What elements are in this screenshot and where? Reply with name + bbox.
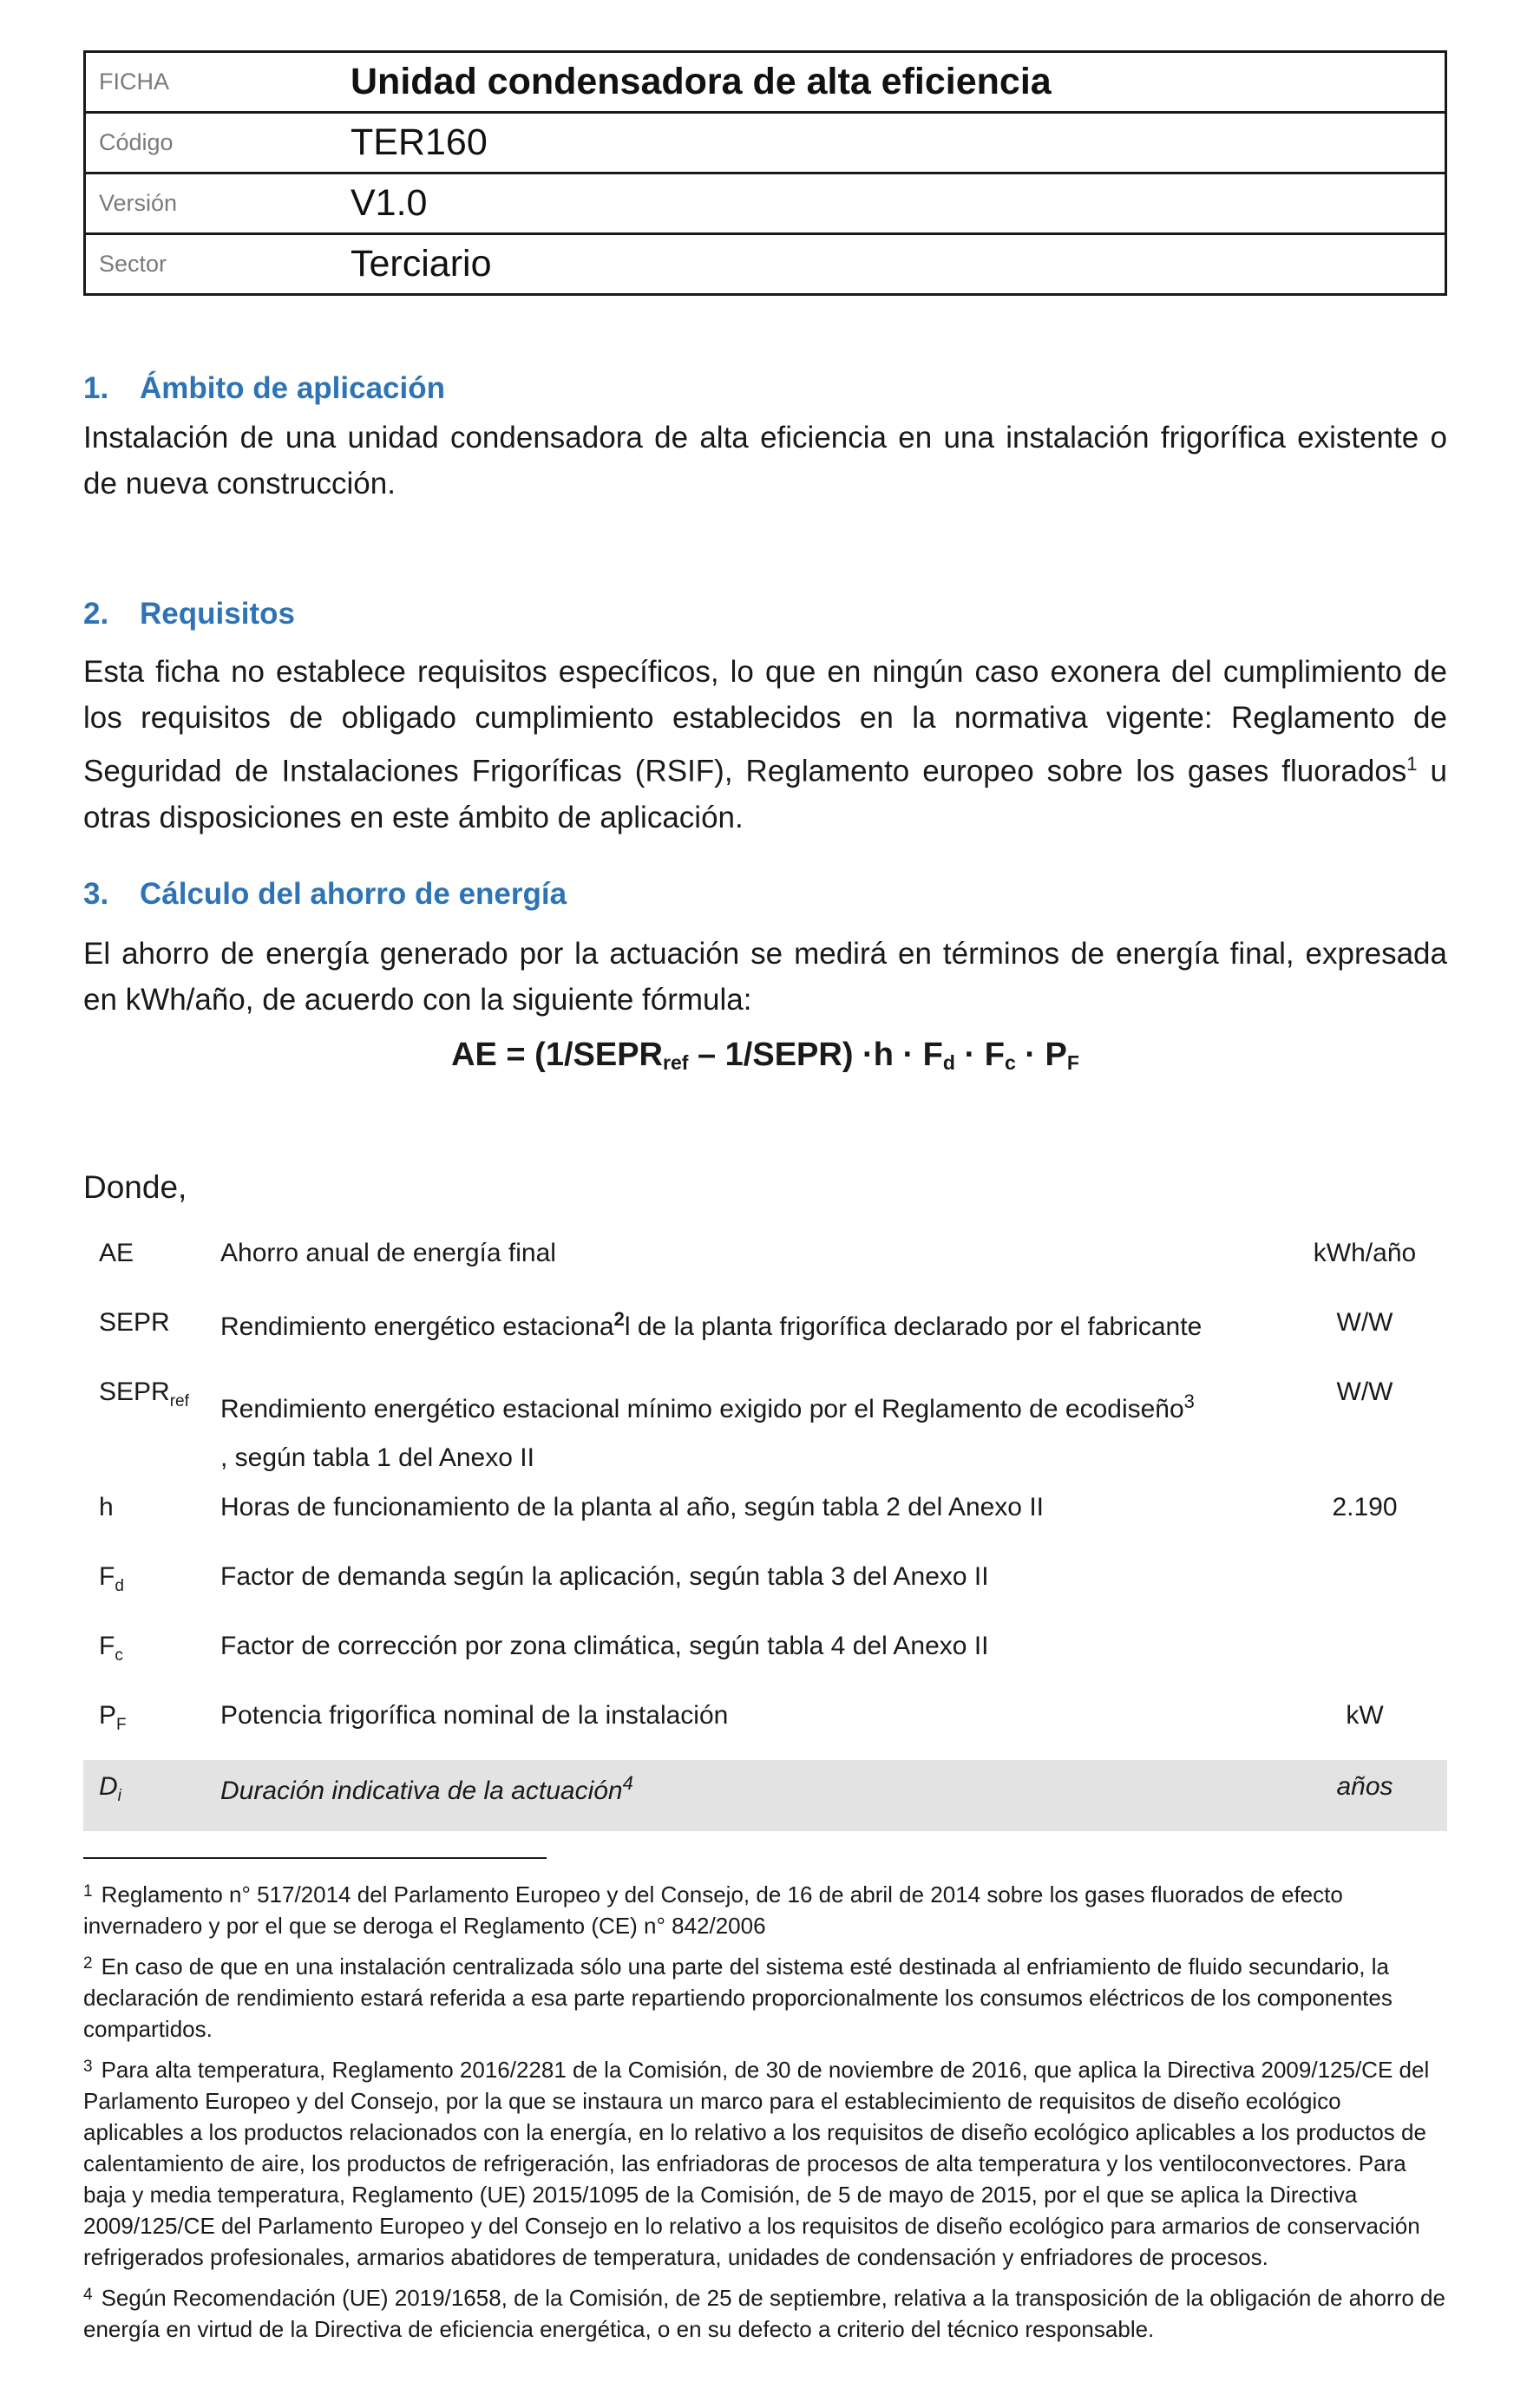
- ficha-table: [83, 50, 1447, 296]
- footnote-text: Reglamento n° 517/2014 del Parlamento Europeo y del Consejo, de 16 de abril de 2014 sobre los gases fluorados de efecto invernadero y por el que se deroga el Reglamento (CE) n° 842/2006: [83, 1881, 1343, 1939]
- ficha-label: Sector: [85, 234, 351, 295]
- variable-description: Ahorro anual de energía final: [220, 1239, 556, 1267]
- footnote: [83, 1948, 1447, 2045]
- variable-unit: W/W: [1336, 1377, 1393, 1406]
- requisitos-text: Esta ficha no establece requisitos específicos, lo que en ningún caso exonera del cumplimiento de los requisitos de obligado cumplimiento establecidos en la normativa vigente: Reglamento de Seguridad de Instalaciones Frigoríficas (RSIF), Reglamento europeo sobre los gases fluorados: [83, 655, 1447, 788]
- footnote-number: 3: [83, 2058, 93, 2076]
- ficha-label: Versión: [85, 173, 351, 234]
- variable-description: Horas de funcionamiento de la planta al año, según tabla 2 del Anexo II: [220, 1493, 1044, 1521]
- ficha-row: [85, 234, 1446, 295]
- variable-symbol: h: [99, 1493, 114, 1521]
- variable-symbol: $F_d$: [99, 1562, 124, 1595]
- variable-description: Rendimiento energético estaciona$^2$l de la planta frigorífica declarado por el fabricante: [220, 1308, 1203, 1341]
- variable-description: Duración indicativa de la actuación$^4$: [205, 1760, 1282, 1831]
- ficha-label: Código: [85, 113, 351, 173]
- formula-sub: F: [1066, 1051, 1079, 1074]
- section-number: 3.: [83, 877, 109, 911]
- donde-label: Donde,: [83, 1169, 187, 1205]
- variable-row: [83, 1482, 1447, 1552]
- footnotes: [83, 1876, 1447, 2352]
- footnote-number: 4: [83, 2286, 93, 2304]
- ficha-version: V1.0: [351, 173, 1446, 234]
- section-title: Cálculo del ahorro de energía: [140, 877, 567, 911]
- footnote: [83, 2280, 1447, 2345]
- variable-unit: años: [1282, 1760, 1447, 1831]
- variable-row: [83, 1228, 1447, 1298]
- variable-symbol: $SEPR_{ref}$: [99, 1377, 189, 1410]
- section-title: Ámbito de aplicación: [140, 371, 445, 405]
- variable-unit: [1282, 1621, 1447, 1691]
- variables-table: [83, 1228, 1447, 1831]
- formula-part: · F: [954, 1037, 1005, 1073]
- variable-symbol: AE: [99, 1239, 134, 1267]
- footnote-ref: 1: [1406, 753, 1418, 775]
- ficha-sector: Terciario: [351, 234, 1446, 295]
- variable-row: [83, 1691, 1447, 1760]
- variable-unit: kW: [1346, 1701, 1384, 1730]
- variable-description: Potencia frigorífica nominal de la instalación: [220, 1701, 729, 1730]
- variable-row: [83, 1367, 1447, 1482]
- section-heading-calculo: [83, 877, 567, 912]
- variable-symbol: $F_c$: [99, 1632, 123, 1665]
- ficha-row: [85, 52, 1446, 113]
- variable-description: Factor de corrección por zona climática, según tabla 4 del Anexo II: [220, 1632, 989, 1660]
- formula-part: AE = (1/SEPR: [451, 1037, 663, 1073]
- ficha-code: TER160: [351, 113, 1446, 173]
- section-heading-ambito: [83, 371, 445, 406]
- ficha-title: Unidad condensadora de alta eficiencia: [351, 52, 1446, 113]
- section-number: 1.: [83, 371, 109, 405]
- section-text-ambito: Instalación de una unidad condensadora de alta eficiencia en una instalación frigorífica existente o de nueva construcción.: [83, 421, 1447, 501]
- requisitos-text-end: u otras disposiciones en este ámbito de aplicación.: [83, 754, 1447, 834]
- formula-sub: d: [942, 1051, 955, 1074]
- footnote-text: En caso de que en una instalación centralizada sólo una parte del sistema esté destinada al enfriamiento de fluido secundario, la declaración de rendimiento estará referida a esa parte repartiendo proporcionalmente los consumos eléctricos de los componentes compartidos.: [83, 1953, 1393, 2042]
- footnote-number: 2: [83, 1954, 93, 1973]
- ficha-row: [85, 173, 1446, 234]
- footnote-text: Para alta temperatura, Reglamento 2016/2281 de la Comisión, de 30 de noviembre de 2016, que aplica la Directiva 2009/125/CE del Parlamento Europeo y del Consejo, por la que se instaura un marco para el establecimiento de requisitos de diseño ecológico aplicables a los productos relacionados con la energía, en lo relativo a los requisitos de diseño ecológico aplicables a los productos de calentamiento de aire, los productos de refrigeración, las enfriadoras de procesos de alta temperatura y los ventiloconvectores. Para baja y media temperatura, Reglamento (UE) 2015/1095 de la Comisión, de 5 de mayo de 2015, por el que se aplica la Directiva 2009/125/CE del Parlamento Europeo y del Consejo en lo relativo a los requisitos de diseño ecológico para armarios de conservación refrigerados profesionales, armarios abatidores de temperatura, unidades de condensación y enfriadores de procesos.: [83, 2057, 1430, 2270]
- variable-row: [83, 1298, 1447, 1367]
- formula-part: · P: [1015, 1037, 1067, 1073]
- footnote-text: Según Recomendación (UE) 2019/1658, de la Comisión, de 25 de septiembre, relativa a la transposición de la obligación de ahorro de energía en virtud de la Directiva de eficiencia energética, o en su defecto a criterio del técnico responsable.: [83, 2285, 1445, 2342]
- ficha-row: [85, 113, 1446, 173]
- ficha-label: FICHA: [85, 52, 351, 113]
- variable-symbol: $P_F$: [99, 1701, 127, 1734]
- variable-row-highlighted: [83, 1760, 1447, 1831]
- section-number: 2.: [83, 597, 109, 631]
- footnote: [83, 2051, 1447, 2273]
- variable-row: [83, 1552, 1447, 1621]
- section-text-calculo: El ahorro de energía generado por la actuación se medirá en términos de energía final, expresada en kWh/año, de acuerdo con la siguiente fórmula:: [83, 937, 1447, 1017]
- section-heading-requisitos: [83, 597, 295, 631]
- formula-sub: c: [1004, 1051, 1016, 1074]
- footnote-separator: [83, 1857, 547, 1859]
- variable-description: Rendimiento energético estacional mínimo exigido por el Reglamento de ecodiseño$^3$ , según tabla 1 del Anexo II: [220, 1390, 1195, 1472]
- variable-description: Factor de demanda según la aplicación, según tabla 3 del Anexo II: [220, 1562, 989, 1591]
- formula: [83, 1037, 1447, 1075]
- formula-part: – 1/SEPR) ·h · F: [688, 1037, 943, 1073]
- footnote-number: 1: [83, 1882, 93, 1901]
- footnote: [83, 1876, 1447, 1941]
- variable-value: 2.190: [1332, 1493, 1398, 1521]
- formula-sub: ref: [663, 1051, 689, 1074]
- variable-symbol: SEPR: [99, 1308, 170, 1337]
- variable-unit: [1282, 1552, 1447, 1621]
- variable-row: [83, 1621, 1447, 1691]
- variable-unit: kWh/año: [1313, 1239, 1417, 1267]
- variable-unit: W/W: [1336, 1308, 1393, 1337]
- section-text-requisitos: [83, 649, 1447, 841]
- section-title: Requisitos: [140, 597, 295, 631]
- variable-symbol: $D_i$: [83, 1760, 205, 1831]
